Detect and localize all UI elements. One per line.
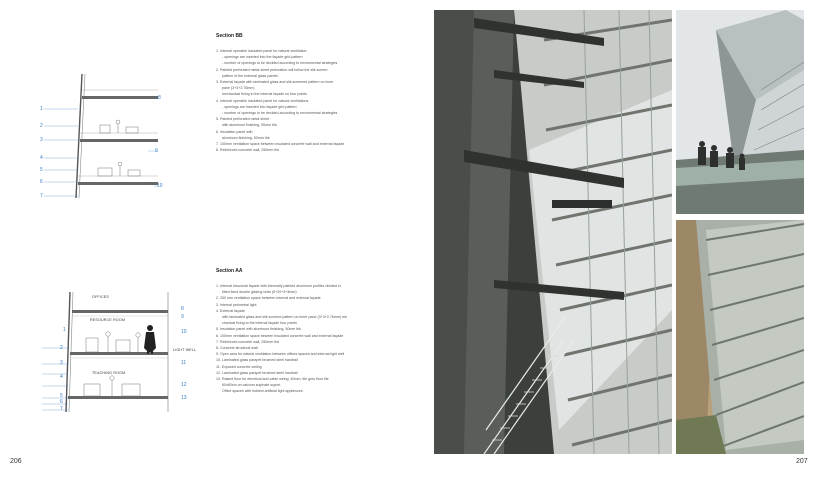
bb-note-2: 2. Painted perforated metal sheet perforation will follow the silk screen bbox=[216, 67, 328, 72]
aa-callout-9: 9 bbox=[181, 314, 184, 320]
bb-callout-6: 6 bbox=[40, 179, 43, 185]
aa-note-13a: 60x60cm on calcium sulphate suport bbox=[222, 383, 281, 388]
aa-note-11: 11. Exposed concrete ceiling bbox=[216, 364, 262, 369]
aa-note-8: 8. Concrete structural slab bbox=[216, 346, 258, 351]
room-label-resource-room: RESOURCE ROOM bbox=[90, 318, 126, 322]
bb-note-6: 6. Insulation panel with bbox=[216, 129, 253, 134]
bb-note-8: 8. Reinforced concrete wall, 250mm thk bbox=[216, 148, 280, 153]
aa-callout-5: 5 bbox=[60, 393, 63, 399]
photo-facade-fins bbox=[676, 220, 804, 454]
bb-callout-5: 5 bbox=[40, 167, 43, 173]
bb-note-4b: - number of openings to be decided according to enviromental strategies bbox=[222, 111, 338, 116]
bb-callout-8: 8 bbox=[158, 95, 161, 101]
bb-note-2a: pattern of the external glass panels bbox=[222, 73, 278, 78]
bb-note-7: 7. 100mm ventilation space between insulated concrete wall and external façade bbox=[216, 142, 345, 147]
aa-note-3: 3. Internal perimetral light bbox=[216, 302, 257, 307]
aa-callout-8: 8 bbox=[181, 306, 184, 312]
bb-note-4a: - openings are inserted into façade grid pattern bbox=[222, 104, 297, 109]
aa-callout-1: 1 bbox=[63, 327, 66, 333]
bb-note-5: 5. Painted perforated metal sheet bbox=[216, 117, 270, 122]
aa-note-6: 6. 100mm ventilation space beween insulated concrete wall and external façade bbox=[216, 333, 344, 338]
aa-callout-7: 7 bbox=[60, 406, 63, 412]
section-bb-notes bbox=[216, 33, 406, 153]
aa-note-4a: with laminated glass and silk screend pattern on inner pane (3+3+2.76mm) me bbox=[222, 315, 348, 320]
bb-note-3: 3. External façade with laminated glass and silk screened pattern on inner bbox=[216, 80, 334, 85]
page-number-right: 207 bbox=[796, 458, 808, 465]
bb-callout-3: 3 bbox=[40, 137, 43, 143]
bb-callout-10: 10 bbox=[157, 183, 163, 189]
photo-facade-interior bbox=[434, 10, 672, 454]
photo-facade-exterior-visitors bbox=[676, 10, 804, 214]
section-aa-title: Section AA bbox=[216, 268, 243, 274]
room-label-teaching-room: TEACHING ROOM bbox=[92, 371, 126, 375]
section-bb-list bbox=[216, 48, 406, 153]
aa-note-13b: Office spaces with indirect artificial light appliences bbox=[222, 389, 303, 394]
aa-note-5: 5. Insulation panel with aluminum finishing, 50mm thk bbox=[216, 327, 302, 332]
aa-note-12: 12. Laminated glass parapet brushed steel handrail bbox=[216, 370, 298, 375]
aa-callout-2: 2 bbox=[60, 345, 63, 351]
aa-note-9: 9. Open area for natural ventilation between offices spaces and internal light well bbox=[216, 352, 345, 357]
bb-note-3b: mechanical fixing to the internal façade on four points bbox=[222, 92, 307, 97]
bb-callout-1: 1 bbox=[40, 106, 43, 112]
aa-note-4: 4. External façade bbox=[216, 308, 245, 313]
section-bb-title: Section BB bbox=[216, 33, 243, 39]
bb-note-1b: - number of openings to be decided according to enviromental strategies bbox=[222, 61, 338, 66]
bb-note-3a: pane (3+3+2.76mm) bbox=[222, 86, 255, 91]
section-bb-svg bbox=[38, 70, 168, 205]
aa-note-1a: tilted fixed double glazing units (6+20+4+4mm) bbox=[222, 290, 297, 295]
bb-callout-2: 2 bbox=[40, 123, 43, 129]
bb-note-5a: with aluminum finishing, 50mm thk bbox=[222, 123, 277, 128]
aa-note-4b: chanical fixing to the internal façade four points bbox=[222, 321, 297, 326]
aa-callout-13: 13 bbox=[181, 395, 187, 401]
aa-note-2: 2. 250 mm ventilation space between internal and external façade bbox=[216, 296, 321, 301]
aa-callout-12: 12 bbox=[181, 382, 187, 388]
bb-note-6a: aluminum finishing, 50mm thk bbox=[222, 135, 270, 140]
aa-callout-6: 6 bbox=[60, 399, 63, 405]
bb-note-1a: - openings are inserted into the façade grid pattern bbox=[222, 55, 303, 60]
aa-callout-3: 3 bbox=[60, 360, 63, 366]
bb-note-1: 1. Internal operable insulated panel for natural ventilation bbox=[216, 49, 307, 53]
bb-callout-9: 9 bbox=[155, 148, 158, 154]
aa-note-7: 7. Reinforced concrete wall, 250mm thk bbox=[216, 339, 280, 344]
bb-note-4: 4. Internal operable insulated panel for natural ventilations bbox=[216, 98, 309, 103]
aa-callout-4: 4 bbox=[60, 374, 63, 380]
room-label-light-well: LIGHT WELL bbox=[173, 348, 197, 352]
aa-note-1: 1. Internal structural façade with thermally painted aluminum profiles divided in bbox=[216, 284, 341, 288]
aa-callout-11: 11 bbox=[181, 360, 187, 366]
aa-note-10: 10. Laminated glass parapet brushed steel handrail bbox=[216, 358, 298, 363]
aa-callout-10: 10 bbox=[181, 329, 187, 335]
section-aa-notes bbox=[216, 268, 416, 395]
room-label-offices: OFFICES bbox=[92, 295, 109, 299]
aa-note-13: 13. Raised floor for electrical and cable wiring, 40mm. tile gres floor tile bbox=[216, 377, 329, 382]
bb-callout-7: 7 bbox=[40, 193, 43, 199]
page-number-left: 206 bbox=[10, 458, 22, 465]
bb-callout-4: 4 bbox=[40, 155, 43, 161]
section-aa-list bbox=[216, 283, 416, 395]
section-bb-drawing bbox=[38, 70, 168, 205]
